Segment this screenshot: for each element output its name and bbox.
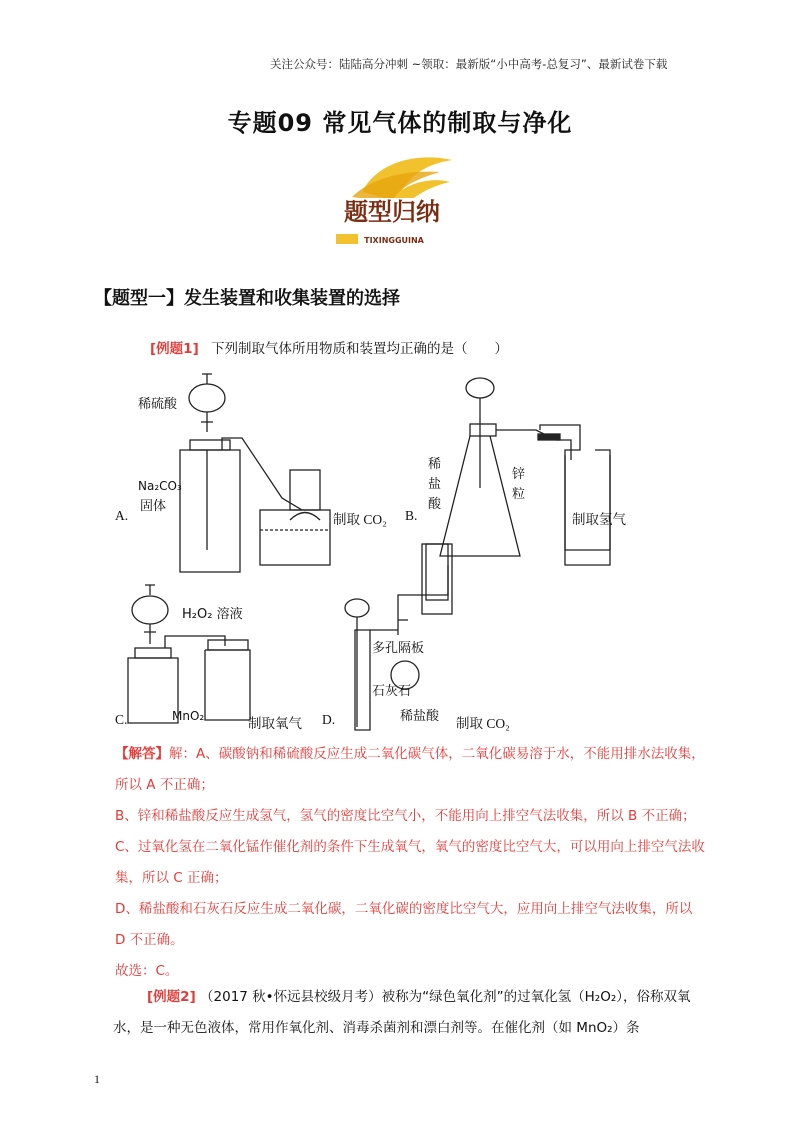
apparatus-figure (110, 360, 710, 740)
option-c-letter: C. (115, 712, 128, 727)
label-c-h2o2: H₂O₂ 溶液 (182, 607, 243, 622)
label-b-5: 粒 (512, 487, 526, 502)
label-b-1: 稀 (428, 457, 442, 472)
label-b-3: 酸 (428, 497, 442, 512)
example2-block (113, 982, 713, 1044)
option-a-letter: A. (115, 508, 129, 523)
example1-question-line (150, 337, 508, 357)
label-c-mno2: MnO₂ (172, 709, 205, 723)
page-title: 专题09 常见气体的制取与净化 (227, 109, 573, 137)
example2-text: （2017 秋•怀远县校级月考）被称为“绿色氧化剂”的过氧化氢（H₂O₂），俗称双氧水，是一种无色液体，常用作氧化剂、消毒杀菌剂和漂白剂等。在催化剂（如 MnO₂）条 (113, 989, 691, 1036)
answer-line-2: B、锌和稀盐酸反应生成氢气，氢气的密度比空气小，不能用向上排空气法收集，所以 B 不正确； (115, 808, 696, 824)
header-note: 关注公众号：陆陆高分冲刺 ~领取：最新版“小中高考-总复习”、最新试卷下载 (270, 57, 668, 71)
example1-tag: [例题1] (150, 341, 199, 357)
answer-tag: 【解答】 (115, 746, 169, 762)
answer-block (115, 739, 705, 987)
label-a-na2co3: Na₂CO₃ (138, 479, 182, 493)
option-d-letter: D. (322, 712, 336, 727)
answer-line-4: D、稀盐酸和石灰石反应生成二氧化碳，二氧化碳的密度比空气大，应用向上排空气法收集，所以 D 不正确。 (115, 901, 693, 948)
answer-line-3: C、过氧化氢在二氧化锰作催化剂的条件下生成氧气，氧气的密度比空气大，可以用向上排空气法收集，所以 C 正确； (115, 839, 705, 886)
logo (322, 152, 472, 252)
option-d-caption: 制取 CO₂ (456, 716, 510, 731)
label-b-2: 盐 (428, 477, 442, 492)
option-b-letter: B. (405, 508, 418, 523)
page-number: 1 (94, 1072, 100, 1086)
answer-line-1: 解：A、碳酸钠和稀硫酸反应生成二氧化碳气体，二氧化碳易溶于水，不能用排水法收集，所以 A 不正确； (115, 746, 705, 793)
option-c-caption: 制取氧气 (248, 716, 302, 731)
option-b-caption: 制取氢气 (572, 512, 626, 527)
option-a-caption: 制取 CO₂ (333, 512, 387, 527)
section-heading: 【题型一】发生装置和收集装置的选择 (94, 288, 400, 309)
answer-choice: 故选：C。 (115, 963, 179, 979)
label-b-4: 锌 (512, 467, 526, 482)
label-a-acid: 稀硫酸 (138, 397, 178, 412)
logo-text: 题型归纳 (344, 198, 440, 226)
label-d-plate: 多孔隔板 (372, 641, 425, 656)
example1-question: 下列制取气体所用物质和装置均正确的是（ ） (211, 341, 509, 357)
logo-sub: TIXINGGUINA (364, 236, 424, 245)
label-a-solid: 固体 (140, 499, 167, 514)
label-d-acid: 稀盐酸 (400, 709, 440, 724)
example2-tag: [例题2] (147, 989, 196, 1005)
label-d-stone: 石灰石 (372, 684, 412, 699)
